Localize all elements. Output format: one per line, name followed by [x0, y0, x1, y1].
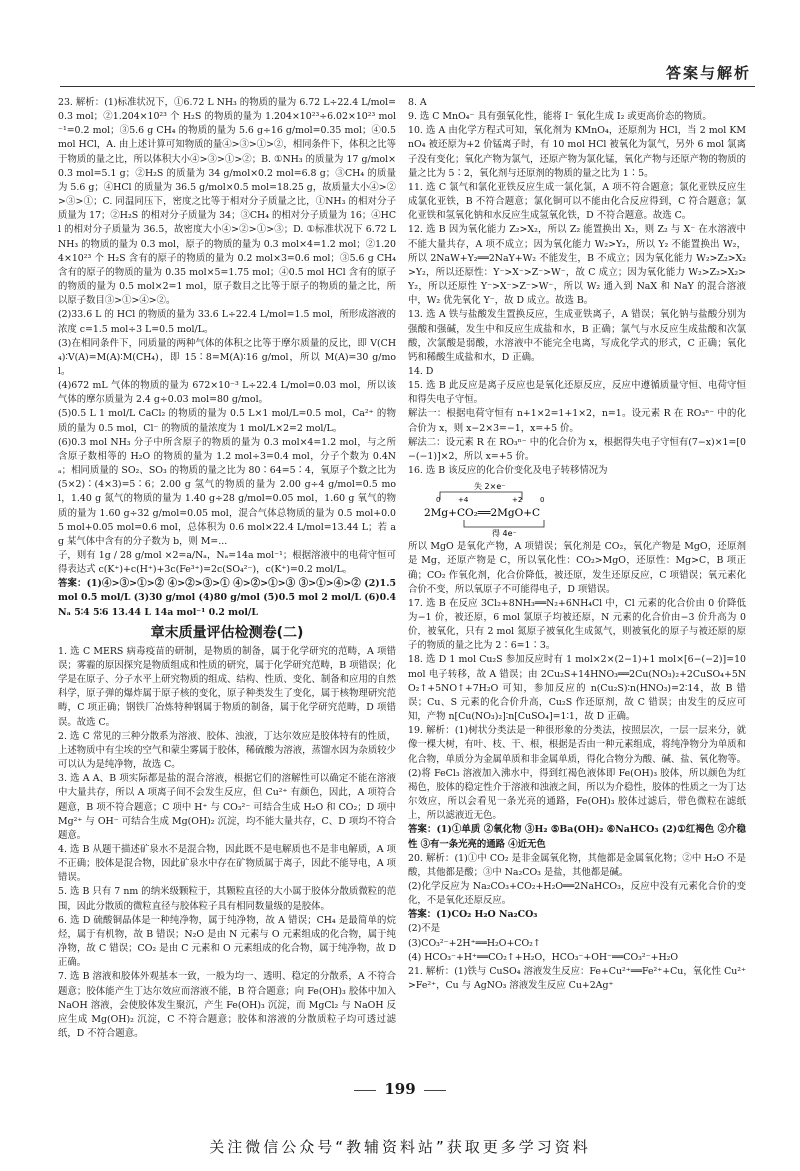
- answer-paragraph: 3. 选 A A、B 项实际都是盐的混合溶液，根据它们的溶解性可以确定不能在溶液中大量共存，所以 A 项离子间不会发生反应，但 Cu²⁺ 有颜色，因此，A 项符合题意，B 项不符合题意；C 项中 H⁺ 与 CO₃²⁻ 可结合生成 H₂O 和 CO₂；D 项中 Mg²⁺ 与 OH⁻ 可结合生成 Mg(OH)₂ 沉淀，均不能大量共存，C、D 项均不符合题意。: [58, 773, 396, 841]
- answer-paragraph: (3)CO₃²⁻+2H⁺══H₂O+CO₂↑: [408, 937, 541, 949]
- answer-paragraph: 7. 选 B 溶液和胶体外观基本一致，一般为均一、透明、稳定的分散系，A 不符合题意；胶体能产生丁达尔效应而溶液不能，B 符合题意；向 Fe(OH)₃ 胶体中加入 NaOH 溶液，会使胶体发生聚沉，产生 Fe(OH)₃ 沉淀，而 MgCl₂ 与 NaOH 反应生成 Mg(OH)₂ 沉淀，C 不符合题意；胶体和溶液的分散质粒子均可透过滤纸，D 不符合题意。: [58, 971, 396, 1039]
- answer-paragraph: 13. 选 A 铁与盐酸发生置换反应，生成亚铁离子，A 错误；氧化钠与盐酸分别为强酸和强碱，发生中和反应生成盐和水，B 正确；氯气与水反应生成盐酸和次氯酸，次氯酸是弱酸，水溶液中不能完全电离，写成化学式的形式，C 正确；氧化钙和稀酸生成盐和水，D 正确。: [408, 309, 746, 363]
- answer-summary: 答案：(1)CO₂ H₂O Na₂CO₃: [408, 909, 538, 921]
- page-number-value: 199: [384, 1080, 416, 1098]
- answer-paragraph: 4. 选 B 从题干描述矿泉水不是混合物，因此既不是电解质也不是非电解质，A 项不正确；胶体是混合物，因此矿泉水中存在矿物质属于离子，因此不能导电，A 项错误。: [58, 843, 396, 884]
- answer-summary: 答案：(1)①单质 ②氧化物 ③H₂ ⑤Ba(OH)₂ ⑥NaHCO₃ (2)①红褐色 ②介稳性 ③有一条光亮的通路 ④近无色: [408, 824, 746, 850]
- answer-paragraph: 解法二：设元素 R 在 RO₃ⁿ⁻ 中的化合价为 x，根据得失电子守恒有(7−x)×1=[0−(−1)]×2，所以 x=+5 价。: [408, 436, 746, 462]
- answer-paragraph: (5)0.5 L 1 mol/L CaCl₂ 的物质的量为 0.5 L×1 mol/L=0.5 mol，Ca²⁺ 的物质的量为 0.5 mol，Cl⁻ 的物质的量浓度为 1 mol/L×2=2 mol/L。: [58, 408, 396, 434]
- answer-paragraph: (3)在相同条件下，同质量的两种气体的体积之比等于摩尔质量的反比，即 V(CH₄)∶V(A)=M(A)∶M(CH₄)，即 15∶8=M(A)∶16 g/mol，所以 M(A)=30 g/mol。: [58, 337, 396, 377]
- answer-paragraph: 16. 选 B 该反应的化合价变化及电子转移情况为: [408, 465, 608, 477]
- page-number: [0, 1080, 800, 1098]
- charge-label: 0: [540, 496, 545, 505]
- page-header: [60, 58, 755, 87]
- answer-paragraph: 所以 MgO 是氧化产物，A 项错误；氧化剂是 CO₂，氧化产物是 MgO，还原剂是 Mg，还原产物是 C，所以氧化性：CO₂>MgO，还原性：Mg>C，B 项正确；CO₂ 作氧化剂，化合价降低，被还原，发生还原反应，C 项错误；氧元素化合价不变，所以氧原子不可能得电子，D 项错误。: [408, 541, 746, 595]
- answer-paragraph: 19. 解析：(1)树状分类法是一种很形象的分类法，按照层次，一层一层来分，就像一棵大树，有叶、枝、干、根，根据是否由一种元素组成，将纯净物分为单质和化合物，单质分为金属单质和非金属单质，得化合物分为酸、碱、盐、氧化物等。(2)将 FeCl₃ 溶液加入沸水中，得到红褐色液体即 Fe(OH)₃ 胶体，所以颜色为红褐色，胶体的稳定性介于溶液和浊液之间，所以为介稳性，胶体的性质之一为丁达尔效应，所以会看见一条光亮的通路，Fe(OH)₃ 胶体过滤后，带色微粒在滤纸上，所以滤液近无色。: [408, 725, 746, 822]
- answer-paragraph: (6)0.3 mol NH₃ 分子中所含原子的物质的量为 0.3 mol×4=1.2 mol，与之所含原子数相等的 H₂O 的物质的量为 1.2 mol÷3=0.4 mol，分子个数为 0.4Nₐ；相同质量的 SO₂、SO₃ 的物质的量之比为 80∶64=5∶4，氧原子个数之比为(5×2)∶(4×3)=5∶6；2.00 g 氢气的物质的量为 2.00 g÷4 g/mol=0.5 mol，1.40 g 氮气的物质的量为 1.40 g÷28 g/mol=0.05 mol，1.60 g 氧气的物质的量为 1.60 g÷32 g/mol=0.05 mol，混合气体总物质的量为 0.5 mol+0.05 mol+0.05 mol=0.6 mol，总体积为 0.6 mol×22.4 L/mol=13.44 L；若 a g 某气体中含有的分子数为 b，则 M=...: [58, 436, 396, 547]
- redox-equation: 2Mg+CO₂══2MgO+C: [424, 507, 541, 520]
- right-column: [408, 96, 746, 993]
- answer-paragraph: (2)不是: [408, 923, 441, 935]
- answer-paragraph: 解法一：根据电荷守恒有 n+1×2=1+1×2，n=1。设元素 R 在 RO₃ⁿ⁻ 中的化合价为 x，则 x−2×3=−1，x=+5 价。: [408, 408, 746, 434]
- answer-paragraph: 1. 选 C MERS 病毒疫苗的研制，是物质的制备，属于化学研究的范畴，A 项错误；雾霾的原因探究是物质组成和性质的研究，属于化学研究范畴，B 项错误；化学是在原子、分子水平上研究物质的组成、结构、性质、变化、制备和应用的自然科学，原子弹的爆炸属于原子核的变化，原子种类发生了变化，属于核物理研究范畴，C 项正确；钢铁厂冶炼特种钢属于物质的制备，属于化学研究范畴，D 项错误。故选 C。: [58, 645, 396, 728]
- page-number-dash: [354, 1090, 376, 1091]
- footer-note: 关注微信公众号“教辅资料站”获取更多学习资料: [209, 1138, 591, 1156]
- answer-paragraph: 10. 选 A 由化学方程式可知，氧化剂为 KMnO₄，还原剂为 HCl，当 2 mol KMnO₄ 被还原为+2 价锰离子时，有 10 mol HCl 被氧化为氯气，另外 6 mol 氯离子没有变化；氧化产物为氯气，还原产物为氯化锰，氧化产物与还原产物的物质的量之比为 5∶2，氧化剂与还原剂的物质的量之比为 1∶5。: [408, 125, 746, 179]
- electron-loss-label: 失 2×e⁻: [474, 482, 506, 492]
- charge-label: +2: [512, 496, 523, 505]
- answer-paragraph: 6. 选 D 硫酸铜晶体是一种纯净物，属于纯净物，故 A 错误；CH₄ 是最简单的烷烃，属于有机物，故 B 错误；N₂O 是由 N 元素与 O 元素组成的化合物，属于纯净物，故 C 错误；CO₂ 是由 C 元素和 O 元素组成的化合物，属于纯净物，故 D 正确。: [58, 914, 396, 969]
- answer-paragraph: 2. 选 C 常见的三种分散系为溶液、胶体、浊液，丁达尔效应是胶体特有的性质，上述物质中有尘埃的空气和蒙尘雾属于胶体，稀硫酸为溶液，蒸馏水因为杂质较少可以认为是纯净物，故选 C。: [58, 730, 396, 771]
- answer-paragraph: 子，则有 1g / 28 g/mol ×2=a/Nₐ，Nₐ=14a mol⁻¹；根据溶液中的电荷守恒可得表达式 c(K⁺)+c(H⁺)+3c(Fe³⁺)=2c(SO₄²⁻)，c(K⁺)=0.2 mol/L。: [58, 550, 396, 576]
- electron-loss-bracket: [440, 492, 522, 500]
- answer-paragraph: (2)化学反应为 Na₂CO₃+CO₂+H₂O══2NaHCO₃，反应中没有元素化合价的变化，不是氧化还原反应。: [408, 880, 746, 907]
- answer-paragraph: 23. 解析：(1)标准状况下，①6.72 L NH₃ 的物质的量为 6.72 L÷22.4 L/mol=0.3 mol；②1.204×10²³ 个 H₂S 的物质的量为 1.204×10²³÷6.02×10²³ mol⁻¹=0.2 mol；③5.6 g CH₄ 的物质的量为 5.6 g÷16 g/mol=0.35 mol；④0.5 mol HCl，A. 由上述计算可知物质的量④>③>①>②，相同条件下，体积之比等于物质的量之比，所以体积大小④>③>①>②；B. ①NH₃ 的质量为 17 g/mol×0.3 mol=5.1 g；②H₂S 的质量为 34 g/mol×0.2 mol=6.8 g；③CH₄ 的质量为 5.6 g；④HCl 的质量为 36.5 g/mol×0.5 mol=18.25 g，故质量大小④>②>③>①；C. 同温同压下，密度之比等于相对分子质量之比，①NH₃ 的相对分子质量为 17；②H₂S 的相对分子质量为 34；③CH₄ 的相对分子质量为 16；④HCl 的相对分子质量为 36.5，故密度大小④>②>①>③；D. ①标准状况下 6.72 L NH₃ 的物质的量为 0.3 mol，原子的物质的量为 0.3 mol×4=1.2 mol；②1.204×10²³ 个 H₂S 含有的原子的物质的量为 0.2 mol×3=0.6 mol；③5.6 g CH₄ 含有的原子的物质的量为 0.35 mol×5=1.75 mol；④0.5 mol HCl 含有的原子的物质的量为 0.5 mol×2=1 mol，原子数目之比等于原子的物质的量之比，所以原子数目③>①>④>②。: [58, 97, 396, 307]
- answer-paragraph: (4)672 mL 气体的物质的量为 672×10⁻³ L÷22.4 L/mol=0.03 mol，所以该气体的摩尔质量为 2.4 g÷0.03 mol=80 g/mol。: [58, 380, 396, 406]
- answer-paragraph: 8. A: [408, 97, 427, 108]
- charge-label: 0: [436, 496, 441, 505]
- electron-gain-label: 得 4e⁻: [492, 529, 517, 539]
- page-number-dash: [424, 1090, 446, 1091]
- left-column: [58, 96, 396, 1041]
- answer-paragraph: (2)33.6 L 的 HCl 的物质的量为 33.6 L÷22.4 L/mol=1.5 mol，所形成溶液的浓度 c=1.5 mol÷3 L=0.5 mol/L。: [58, 309, 396, 335]
- answer-paragraph: 12. 选 B 因为氧化能力 Z₂>X₂，所以 Z₂ 能置换出 X₂，则 Z₂ 与 X⁻ 在水溶液中不能大量共存，A 项不成立；因为氧化能力 W₂>Y₂，所以 Y₂ 不能置换出 W₂，所以 2NaW+Y₂══2NaY+W₂ 不能发生，B 不成立；因为氧化能力 W₂>Z₂>X₂>Y₂，所以还原性：Y⁻>X⁻>Z⁻>W⁻，故 C 成立；因为氧化能力 W₂>Z₂>X₂>Y₂，所以还原性 Y⁻>X⁻>Z⁻>W⁻，所以 W₂ 通入到 NaX 和 NaY 的混合溶液中，W₂ 优先氧化 Y⁻，故 D 成立。故选 B。: [408, 224, 746, 307]
- header-title: 答案与解析: [665, 64, 751, 82]
- answer-paragraph: 20. 解析：(1)①中 CO₂ 是非金属氧化物，其他都是金属氧化物；②中 H₂O 不是酸，其他都是酸；③中 Na₂CO₃ 是盐，其他都是碱。: [408, 852, 746, 878]
- answer-paragraph: 15. 选 B 此反应是离子反应也是氧化还原反应，反应中遵循质量守恒、电荷守恒和得失电子守恒。: [408, 380, 746, 406]
- answer-paragraph: 18. 选 D 1 mol Cu₂S 参加反应时有 1 mol×2×(2−1)+1 mol×[6−(−2)]=10 mol 电子转移，故 A 错误；由 2Cu₂S+14HNO₃══2Cu(NO₃)₂+2CuSO₄+5NO₂↑+5NO↑+7H₂O 可知，参加反应的 n(Cu₂S)∶n(HNO₃)=2∶14，故 B 错误；Cu、S 元素的化合价升高，Cu₂S 作还原剂，故 C 错误；由发生的反应可知，产物 n[Cu(NO₃)₂]∶n[CuSO₄]=1∶1，故 D 正确。: [408, 654, 746, 723]
- answer-paragraph: 14. D: [408, 365, 434, 377]
- electron-transfer-diagram: [422, 480, 572, 538]
- section-title: 章末质量评估检测卷(二): [150, 624, 304, 641]
- charge-label: +4: [458, 496, 469, 505]
- answer-paragraph: (4) HCO₃⁻+H⁺══CO₂↑+H₂O，HCO₃⁻+OH⁻══CO₃²⁻+H₂O: [408, 951, 679, 963]
- answer-paragraph: 21. 解析：(1)铁与 CuSO₄ 溶液发生反应：Fe+Cu²⁺══Fe²⁺+Cu，氧化性 Cu²⁺>Fe²⁺，Cu 与 AgNO₃ 溶液发生反应 Cu+2Ag⁺: [408, 965, 746, 992]
- electron-gain-bracket: [464, 520, 544, 527]
- answer-paragraph: 5. 选 B 只有 7 nm 的纳米级颗粒于，其颗粒直径的大小属于胶体分散质微粒的范围，因此分散质的微粒直径与胶体粒子具有相同数量级的是胶体。: [58, 886, 396, 912]
- answer-paragraph: 9. 选 C MnO₄⁻ 具有强氧化性，能将 I⁻ 氧化生成 I₂ 或更高价态的物质。: [408, 111, 712, 123]
- answer-paragraph: 17. 选 B 在反应 3Cl₂+8NH₃══N₂+6NH₄Cl 中，Cl 元素的化合价由 0 价降低为−1 价，被还原，6 mol 氯原子均被还原，N 元素的化合价由−3 价升高为 0 价，被氧化，只有 2 mol 氮原子被氧化生成氮气，则被氧化的原子与被还原的原子的物质的量之比为 2∶6=1∶3。: [408, 597, 746, 652]
- answer-summary: 答案：(1)④>③>①>② ④>②>③>① ④>②>①>③ ③>①>④>② (2)1.5 mol 0.5 mol/L (3)30 g/mol (4)80 g/mol (5)0.5 mol 2 mol/L (6)0.4Nₐ 5∶4 5∶6 13.44 L 14a mol⁻¹ 0.2 mol/L: [58, 578, 396, 618]
- answer-paragraph: 11. 选 C 氯气和氯化亚铁反应生成一氯化氯，A 项不符合题意；氯化亚铁反应生成氯化亚铁，B 不符合题意；氯化铜可以不能由化合反应得到，C 符合题意；氯化亚铁和氢氧化钠和水反应生成氢氧化铁，D 不符合题意。故选 C。: [408, 181, 746, 222]
